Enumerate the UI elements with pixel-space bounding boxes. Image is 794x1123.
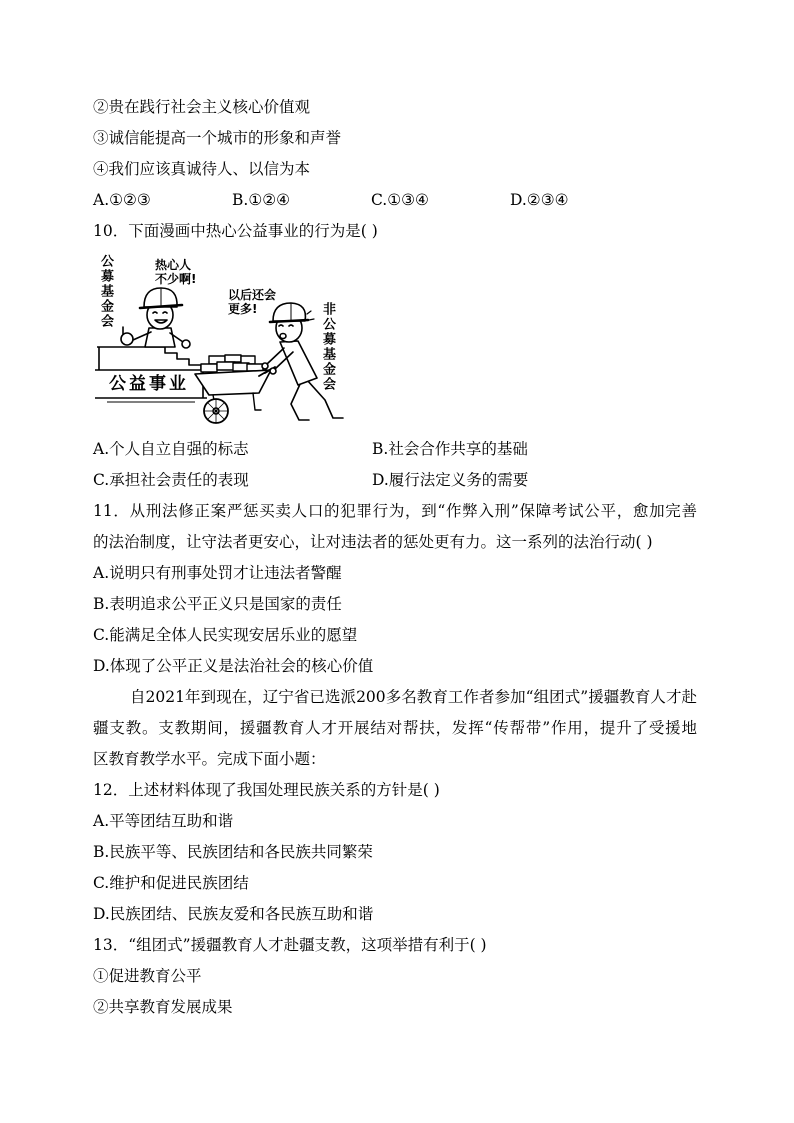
q9-options: [93, 185, 705, 216]
q9-option-b: B.①②④: [232, 191, 291, 209]
q13-statement-1: ①促进教育公平: [93, 967, 202, 985]
q12-option-a: A.平等团结互助和谐: [93, 812, 234, 830]
right-sign-private-foundation: 非公募基金会: [320, 302, 335, 392]
q9-statement-3: ③诚信能提高一个城市的形象和声誉: [93, 129, 342, 147]
q12-option-d: D.民族团结、民族友爱和各民族互助和谐: [93, 905, 374, 923]
q11-stem-line-2: 的法治制度，让守法者更安心，让对违法者的惩处更有力。这一系列的法治行动( ): [93, 533, 653, 551]
q10-options-row-1: [93, 434, 705, 465]
platform-label: 公益事业: [109, 374, 189, 394]
q11-stem-line-1: 11．从刑法修正案严惩买卖人口的犯罪行为，到“作弊入刑”保障考试公平，愈加完善: [93, 502, 697, 520]
passage-line-3: 区教育教学水平。完成下面小题：: [93, 750, 326, 768]
q9-statement-4: ④我们应该真诚待人、以信为本: [93, 160, 311, 178]
q10-option-a: A.个人自立自强的标志: [93, 440, 249, 458]
q13-stem: 13．“组团式”援疆教育人才赴疆支教，这项举措有利于( ): [93, 936, 487, 954]
q11-option-c: C.能满足全体人民实现安居乐业的愿望: [93, 626, 358, 644]
q10-option-c: C.承担社会责任的表现: [93, 471, 249, 489]
page-content: [93, 92, 705, 1023]
q9-option-a: A.①②③: [93, 191, 151, 209]
left-speech-line-1: 热心人: [155, 258, 192, 272]
right-speech-line-1: 以后还会: [228, 288, 277, 302]
q10-options-row-2: [93, 465, 705, 496]
q10-stem: 10．下面漫画中热心公益事业的行为是( ): [93, 222, 378, 240]
q10-option-d: D.履行法定义务的需要: [372, 471, 529, 489]
q9-option-d: D.②③④: [510, 191, 569, 209]
q12-option-c: C.维护和促进民族团结: [93, 874, 249, 892]
passage-line-1: 自2021年到现在，辽宁省已选派200多名教育工作者参加“组团式”援疆教育人才赴: [130, 688, 697, 706]
q11-option-d: D.体现了公平正义是法治社会的核心价值: [93, 657, 374, 675]
q12-option-b: B.民族平等、民族团结和各民族共同繁荣: [93, 843, 373, 861]
left-sign-public-foundation: 公募基金会: [98, 254, 113, 329]
left-worker-figure: [121, 288, 190, 348]
left-speech-line-2: 不少啊!: [155, 272, 197, 286]
passage-line-2: 疆支教。支教期间，援疆教育人才开展结对帮扶，发挥“传帮带”作用，提升了受援地: [93, 719, 697, 737]
q10-cartoon: [95, 252, 353, 428]
q10-option-b: B.社会合作共享的基础: [372, 440, 528, 458]
q11-option-b: B.表明追求公平正义只是国家的责任: [93, 595, 342, 613]
right-speech-line-2: 更多!: [228, 302, 258, 316]
q11-option-a: A.说明只有刑事处罚才让违法者警醒: [93, 564, 342, 582]
q12-stem: 12．上述材料体现了我国处理民族关系的方针是( ): [93, 781, 440, 799]
q9-statement-2: ②贵在践行社会主义核心价值观: [93, 98, 311, 116]
q13-statement-2: ②共享教育发展成果: [93, 998, 233, 1016]
cartoon-drawing: [95, 252, 353, 428]
q10-cartoon-block: [93, 247, 705, 434]
q9-option-c: C.①③④: [371, 191, 429, 209]
